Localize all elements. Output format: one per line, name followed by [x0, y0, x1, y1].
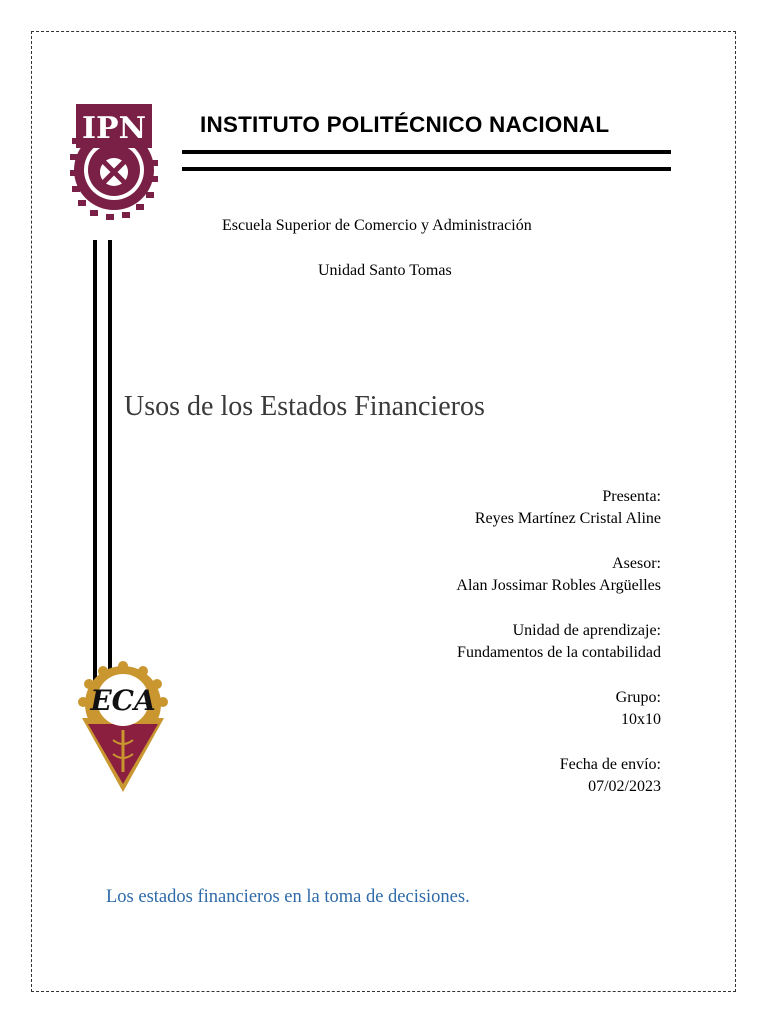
institution-name: INSTITUTO POLITÉCNICO NACIONAL	[200, 112, 610, 137]
fecha-label: Fecha de envío:	[559, 756, 661, 773]
unit-name: Unidad Santo Tomas	[318, 262, 452, 279]
asesor-value: Alan Jossimar Robles Argüelles	[456, 577, 661, 594]
vertical-line-left	[93, 240, 97, 690]
asesor-block	[341, 553, 661, 597]
fecha-value: 07/02/2023	[588, 778, 661, 795]
unidad-value: Fundamentos de la contabilidad	[457, 644, 661, 661]
presenta-block	[341, 486, 661, 530]
esca-logo-text: ECA	[90, 684, 156, 717]
school-name: Escuela Superior de Comercio y Administración	[222, 217, 532, 234]
unidad-block	[341, 620, 661, 664]
asesor-label: Asesor:	[612, 555, 661, 572]
header-rule-bottom	[182, 167, 671, 171]
esca-logo	[76, 660, 170, 796]
document-subtitle: Los estados financieros en la toma de decisiones.	[106, 887, 470, 907]
ipn-logo	[66, 98, 162, 222]
info-block	[341, 486, 661, 821]
document-title: Usos de los Estados Financieros	[124, 391, 485, 422]
presenta-value: Reyes Martínez Cristal Aline	[474, 510, 661, 527]
unidad-label: Unidad de aprendizaje:	[512, 622, 661, 639]
ipn-logo-text: IPN	[81, 111, 147, 146]
fecha-block	[341, 754, 661, 798]
grupo-value: 10x10	[621, 711, 661, 728]
vertical-line-right	[108, 240, 112, 690]
grupo-block	[341, 687, 661, 731]
presenta-label: Presenta:	[602, 488, 661, 505]
grupo-label: Grupo:	[615, 689, 661, 706]
header-rule-top	[182, 150, 671, 154]
